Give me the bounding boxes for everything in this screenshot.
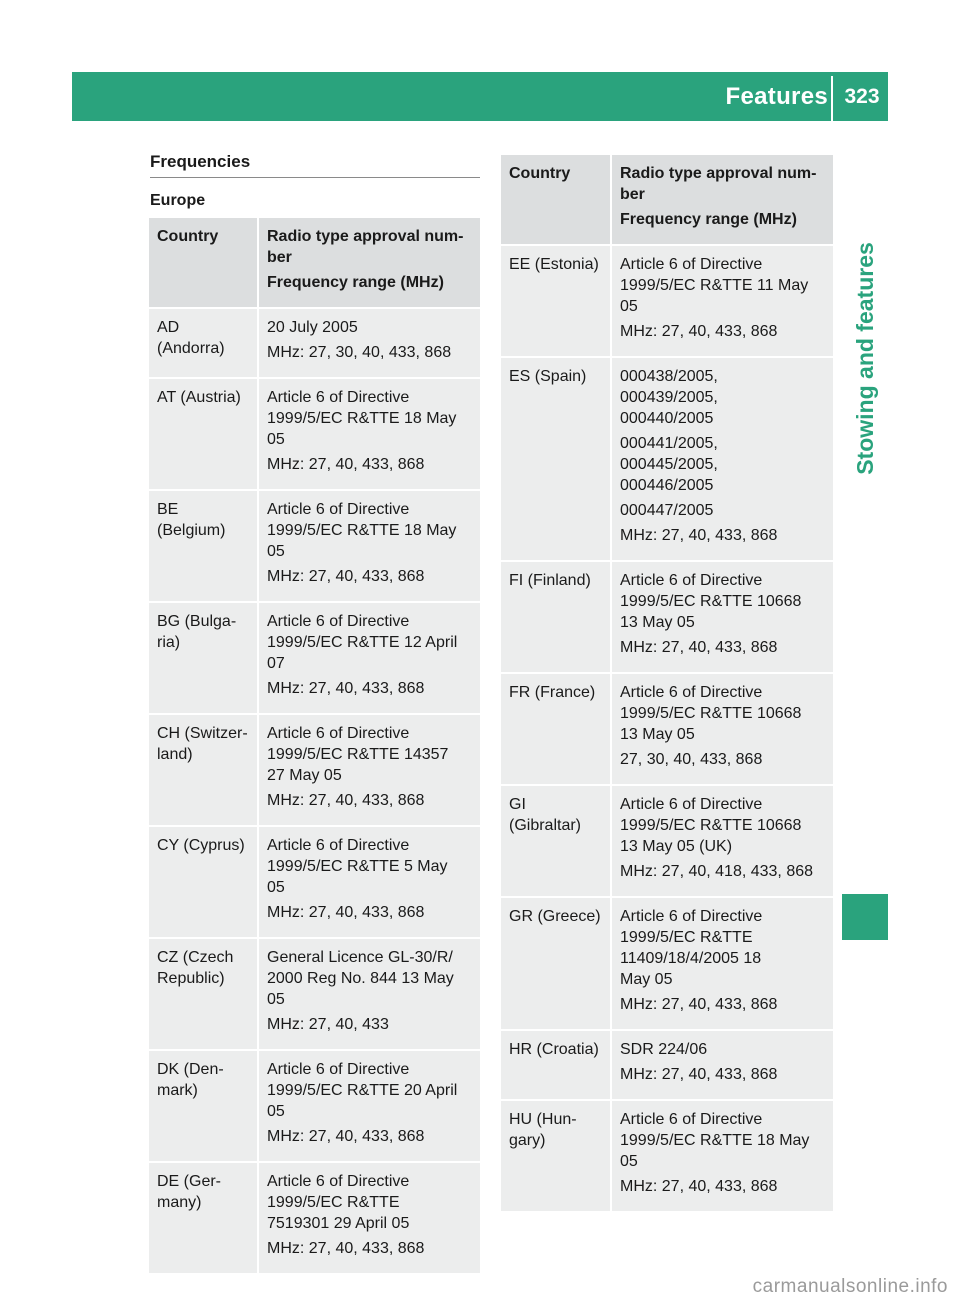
approval-paragraph: Article 6 of Directive 1999/5/EC R&TTE 11409/18/4/2005 18 May 05: [620, 908, 763, 988]
country-cell: CZ (Czech Republic): [149, 939, 259, 1051]
thumb-index-marker: [842, 894, 888, 940]
table-row: [501, 246, 833, 358]
approval-paragraph: General Licence GL-30/R/ 2000 Reg No. 844 13 May 05: [267, 949, 454, 1008]
country-cell: DK (Den- mark): [149, 1051, 259, 1163]
section-subtitle: Europe: [150, 192, 206, 209]
table-row: [149, 491, 480, 603]
approval-cell: [612, 1031, 833, 1101]
approval-paragraph: MHz: 27, 30, 40, 433, 868: [267, 344, 452, 361]
header-line: Frequency range (MHz): [620, 211, 797, 228]
table-row: [501, 898, 833, 1031]
page-number: 323: [844, 84, 880, 108]
approval-paragraph: Article 6 of Directive 1999/5/EC R&TTE 20 April 05: [267, 1061, 458, 1120]
approval-paragraph: MHz: 27, 40, 433, 868: [267, 1240, 425, 1257]
country-cell: ES (Spain): [501, 358, 612, 562]
table-row: [501, 1101, 833, 1211]
approval-paragraph: MHz: 27, 40, 433, 868: [267, 456, 425, 473]
country-cell: HR (Croatia): [501, 1031, 612, 1101]
approval-cell: [259, 1051, 480, 1163]
approval-paragraph: MHz: 27, 40, 433, 868: [620, 639, 778, 656]
approval-paragraph: Article 6 of Directive 1999/5/EC R&TTE 10668 13 May 05 (UK): [620, 796, 802, 855]
approval-paragraph: 000447/2005: [620, 502, 714, 519]
approval-paragraph: MHz: 27, 40, 433, 868: [620, 996, 778, 1013]
table-row: [501, 562, 833, 674]
table-row: [149, 715, 480, 827]
approval-cell: [259, 827, 480, 939]
approval-cell: [612, 246, 833, 358]
approval-paragraph: SDR 224/06: [620, 1041, 708, 1058]
approval-cell: [612, 562, 833, 674]
approval-paragraph: Article 6 of Directive 1999/5/EC R&TTE 12 April 07: [267, 613, 458, 672]
table-row: [149, 309, 480, 379]
approval-cell: [259, 309, 480, 379]
table-header-row: [501, 155, 833, 246]
approval-cell: [259, 603, 480, 715]
table-row: [501, 358, 833, 562]
approval-paragraph: 000441/2005, 000445/2005, 000446/2005: [620, 435, 718, 494]
approval-paragraph: Article 6 of Directive 1999/5/EC R&TTE 18 May 05: [620, 1111, 810, 1170]
approval-paragraph: MHz: 27, 40, 418, 433, 868: [620, 863, 814, 880]
country-cell: GI (Gibraltar): [501, 786, 612, 898]
section-title: Frequencies: [150, 152, 251, 171]
approval-cell: [612, 358, 833, 562]
approval-paragraph: MHz: 27, 40, 433, 868: [620, 1066, 778, 1083]
table-row: [501, 1031, 833, 1101]
approval-cell: [259, 939, 480, 1051]
approval-paragraph: Article 6 of Directive 1999/5/EC R&TTE 18 May 05: [267, 389, 457, 448]
header-country: Country: [149, 218, 259, 309]
header-line: Frequency range (MHz): [267, 274, 444, 291]
approval-paragraph: MHz: 27, 40, 433: [267, 1016, 389, 1033]
approval-cell: [612, 1101, 833, 1211]
country-cell: AT (Austria): [149, 379, 259, 491]
approval-paragraph: Article 6 of Directive 1999/5/EC R&TTE 18 May 05: [267, 501, 457, 560]
section-divider: [150, 177, 480, 178]
running-header-title: Features: [725, 82, 828, 110]
country-cell: CY (Cyprus): [149, 827, 259, 939]
approval-cell: [612, 898, 833, 1031]
approval-cell: [259, 1163, 480, 1273]
table-row: [501, 786, 833, 898]
table-row: [501, 674, 833, 786]
country-cell: DE (Ger- many): [149, 1163, 259, 1273]
approval-paragraph: Article 6 of Directive 1999/5/EC R&TTE 10668 13 May 05: [620, 572, 802, 631]
watermark: carmanualsonline.info: [752, 1276, 948, 1297]
approval-paragraph: MHz: 27, 40, 433, 868: [267, 568, 425, 585]
table-row: [149, 379, 480, 491]
country-cell: AD (Andorra): [149, 309, 259, 379]
approval-paragraph: MHz: 27, 40, 433, 868: [267, 904, 425, 921]
approval-paragraph: MHz: 27, 40, 433, 868: [267, 680, 425, 697]
table-row: [149, 1163, 480, 1273]
approval-cell: [259, 715, 480, 827]
approval-paragraph: Article 6 of Directive 1999/5/EC R&TTE 7519301 29 April 05: [267, 1173, 410, 1232]
table-header-row: [149, 218, 480, 309]
country-cell: FR (France): [501, 674, 612, 786]
header-approval: [259, 218, 480, 309]
approval-paragraph: 000438/2005, 000439/2005, 000440/2005: [620, 368, 718, 427]
country-cell: BG (Bulga- ria): [149, 603, 259, 715]
country-cell: EE (Estonia): [501, 246, 612, 358]
table-row: [149, 603, 480, 715]
approval-paragraph: MHz: 27, 40, 433, 868: [267, 1128, 425, 1145]
approval-cell: [612, 674, 833, 786]
approval-paragraph: MHz: 27, 40, 433, 868: [620, 1178, 778, 1195]
frequency-table-left: [149, 218, 480, 1273]
approval-paragraph: Article 6 of Directive 1999/5/EC R&TTE 10668 13 May 05: [620, 684, 802, 743]
approval-cell: [259, 379, 480, 491]
table-row: [149, 827, 480, 939]
country-cell: CH (Switzer- land): [149, 715, 259, 827]
country-cell: GR (Greece): [501, 898, 612, 1031]
table-row: [149, 1051, 480, 1163]
approval-paragraph: MHz: 27, 40, 433, 868: [620, 323, 778, 340]
approval-cell: [612, 786, 833, 898]
country-cell: FI (Finland): [501, 562, 612, 674]
header-line: Radio type approval num- ber: [620, 165, 817, 203]
header-approval: [612, 155, 833, 246]
approval-paragraph: Article 6 of Directive 1999/5/EC R&TTE 14357 27 May 05: [267, 725, 449, 784]
header-country: Country: [501, 155, 612, 246]
approval-paragraph: 27, 30, 40, 433, 868: [620, 751, 763, 768]
header-line: Radio type approval num- ber: [267, 228, 464, 266]
approval-paragraph: Article 6 of Directive 1999/5/EC R&TTE 11 May 05: [620, 256, 809, 315]
side-chapter-tab: [842, 136, 888, 580]
frequency-table-right: [501, 155, 833, 1211]
approval-cell: [259, 491, 480, 603]
approval-paragraph: Article 6 of Directive 1999/5/EC R&TTE 5 May 05: [267, 837, 448, 896]
approval-paragraph: 20 July 2005: [267, 319, 358, 336]
side-chapter-title: Stowing and features: [851, 241, 878, 475]
country-cell: HU (Hun- gary): [501, 1101, 612, 1211]
table-row: [149, 939, 480, 1051]
approval-paragraph: MHz: 27, 40, 433, 868: [267, 792, 425, 809]
approval-paragraph: MHz: 27, 40, 433, 868: [620, 527, 778, 544]
header-divider: [831, 76, 833, 121]
country-cell: BE (Belgium): [149, 491, 259, 603]
